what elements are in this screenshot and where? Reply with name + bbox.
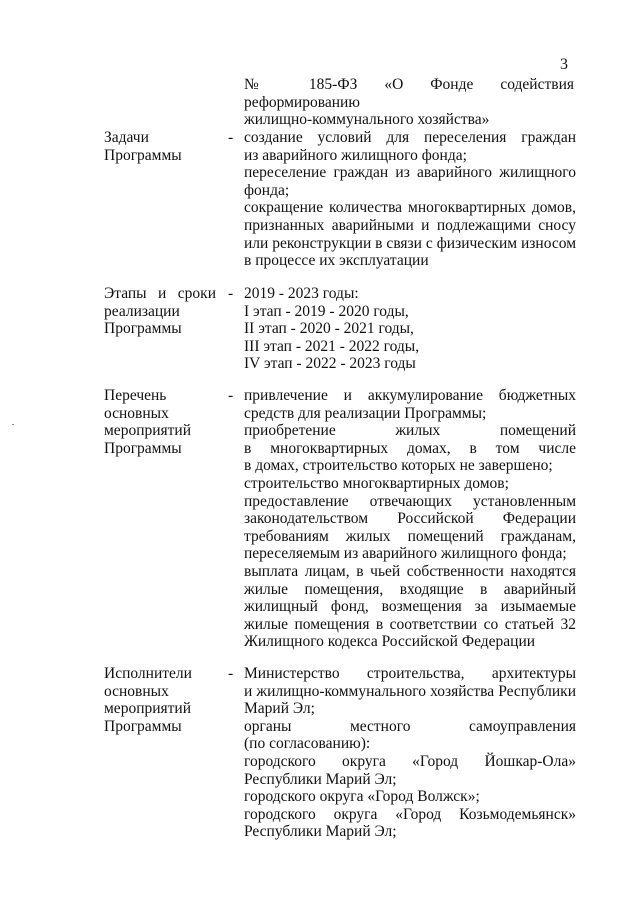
label-line: Программы bbox=[104, 717, 182, 735]
dash-separator: - bbox=[228, 665, 234, 682]
dash-separator: - bbox=[228, 129, 234, 146]
content-line: жилые помещения, входящие в аварийный bbox=[244, 580, 576, 598]
content-line: или реконструкции в связи с физическим износом bbox=[244, 234, 576, 252]
content-line: (по согласованию): bbox=[244, 735, 371, 753]
content-line: фонда; bbox=[244, 181, 290, 199]
preamble-line: № 185-ФЗ «О Фонде содействия реформированию bbox=[244, 76, 574, 111]
content-line: II этап - 2020 - 2021 годы, bbox=[244, 320, 414, 338]
content-line: создание условий для переселения граждан bbox=[244, 129, 576, 146]
preamble-line: жилищно-коммунального хозяйства» bbox=[244, 111, 490, 129]
label-line: основных bbox=[104, 404, 169, 422]
section-label bbox=[104, 129, 216, 164]
content-line: IV этап - 2022 - 2023 годы bbox=[244, 355, 416, 373]
label-line: Этапы и сроки bbox=[104, 285, 216, 302]
content-line: признанных аварийными и подлежащими сносу bbox=[244, 216, 576, 234]
label-line: Исполнители bbox=[104, 665, 192, 682]
content-line: Марий Эл; bbox=[244, 700, 315, 718]
content-line: требованиям жилых помещений гражданам, bbox=[244, 527, 576, 545]
dash-separator: - bbox=[228, 387, 234, 404]
content-line: городского округа «Город Йошкар-Ола» bbox=[244, 752, 576, 770]
content-line: строительство многоквартирных домов; bbox=[244, 474, 509, 492]
section-label bbox=[104, 665, 216, 735]
label-line: Программы bbox=[104, 439, 182, 457]
section-content bbox=[244, 665, 576, 841]
content-line: законодательством Российской Федерации bbox=[244, 510, 576, 528]
label-line: основных bbox=[104, 682, 169, 700]
content-line: Жилищного кодекса Российской Федерации bbox=[244, 633, 536, 651]
content-line: городского округа «Город Волжск»; bbox=[244, 788, 480, 806]
content-line: городского округа «Город Козьмодемьянск» bbox=[244, 805, 576, 823]
content-line: Республики Марий Эл; bbox=[244, 770, 397, 788]
label-line: Программы bbox=[104, 146, 182, 164]
section-label bbox=[104, 285, 216, 338]
label-line: мероприятий bbox=[104, 700, 192, 718]
content-line: привлечение и аккумулирование бюджетных bbox=[244, 387, 576, 404]
section-content bbox=[244, 387, 576, 651]
content-line: сокращение количества многоквартирных домов, bbox=[244, 199, 576, 217]
content-line: из аварийного жилищного фонда; bbox=[244, 146, 467, 164]
dash-separator: - bbox=[228, 285, 234, 302]
page-number: 3 bbox=[560, 56, 568, 73]
content-line: Министерство строительства, архитектуры bbox=[244, 665, 576, 682]
content-line: жилищный фонд, возмещения за изымаемые bbox=[244, 598, 576, 616]
content-line: III этап - 2021 - 2022 годы, bbox=[244, 337, 420, 355]
content-line: I этап - 2019 - 2020 годы, bbox=[244, 302, 409, 320]
section-content bbox=[244, 129, 576, 270]
content-line: переселение граждан из аварийного жилищного bbox=[244, 164, 576, 182]
label-line: реализации bbox=[104, 302, 180, 320]
content-line: и жилищно-коммунального хозяйства Республики bbox=[244, 682, 576, 700]
content-line: органы местного самоуправления bbox=[244, 717, 576, 735]
label-line: Программы bbox=[104, 320, 182, 338]
content-line: в многоквартирных домах, в том числе bbox=[244, 439, 576, 457]
section-content bbox=[244, 285, 576, 373]
preamble-text bbox=[244, 76, 574, 129]
content-line: 2019 - 2023 годы: bbox=[244, 285, 359, 302]
content-line: переселяемым из аварийного жилищного фонда; bbox=[244, 545, 567, 563]
content-line: жилые помещения в соответствии со статьей 32 bbox=[244, 615, 576, 633]
content-line: предоставление отвечающих установленным bbox=[244, 492, 576, 510]
content-line: в процессе их эксплуатации bbox=[244, 252, 429, 270]
content-line: средств для реализации Программы; bbox=[244, 404, 487, 422]
label-line: Задачи bbox=[104, 129, 149, 146]
content-line: Республики Марий Эл; bbox=[244, 823, 397, 841]
section-label bbox=[104, 387, 216, 457]
content-line: выплата лицам, в чьей собственности находятся bbox=[244, 562, 576, 580]
content-line: приобретение жилых помещений bbox=[244, 422, 576, 440]
label-line: мероприятий bbox=[104, 422, 192, 440]
label-line: Перечень bbox=[104, 387, 167, 404]
scan-speck bbox=[12, 424, 14, 425]
content-line: в домах, строительство которых не завершено; bbox=[244, 457, 553, 475]
